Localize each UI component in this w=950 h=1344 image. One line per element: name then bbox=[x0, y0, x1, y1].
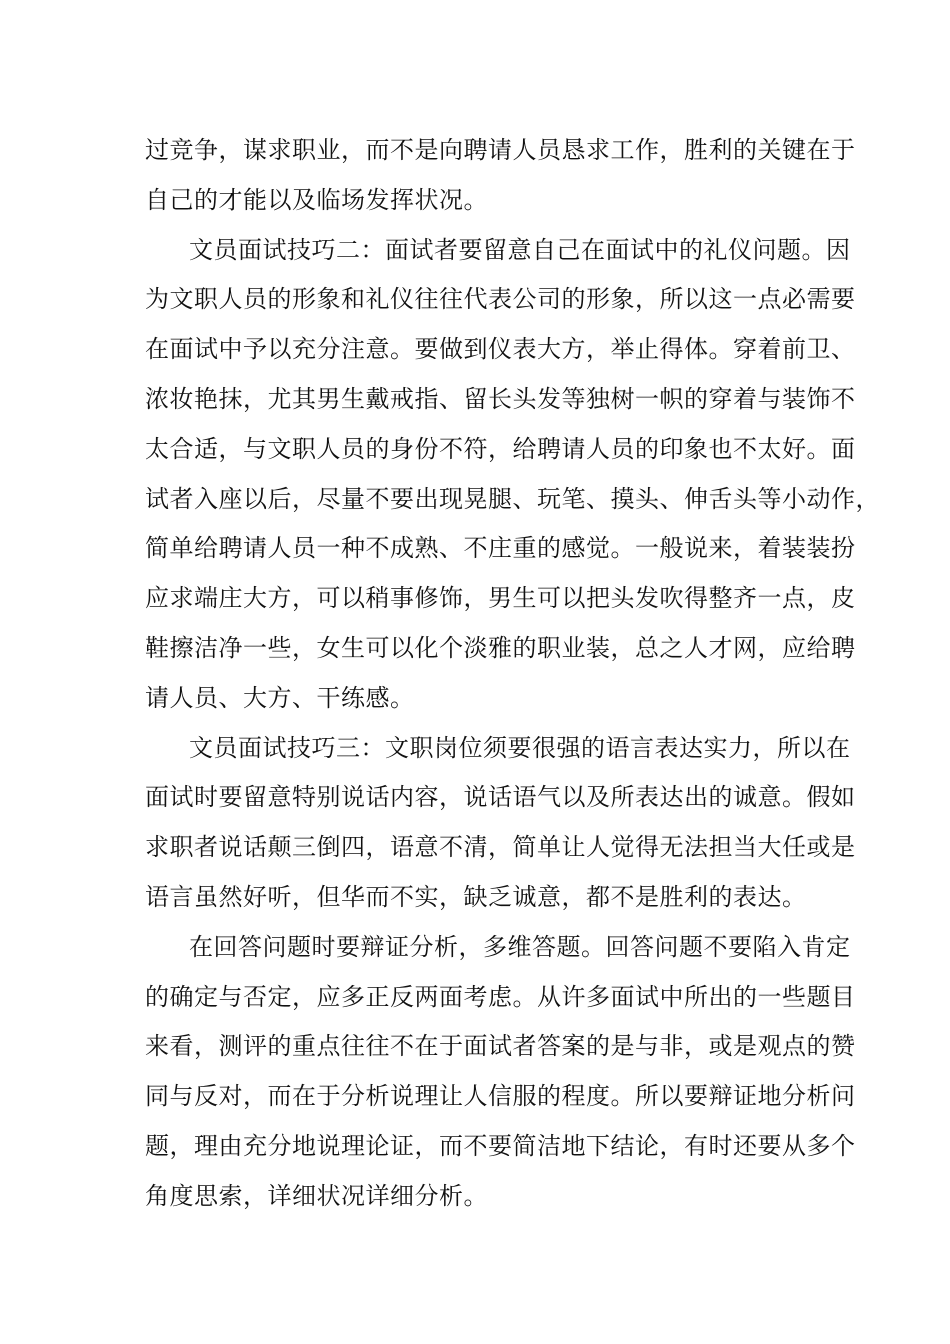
text-line: 面试时要留意特别说话内容，说话语气以及所表达出的诚意。假如 bbox=[145, 783, 856, 812]
text-line: 简单给聘请人员一种不成熟、不庄重的感觉。一般说来，着装装扮 bbox=[145, 534, 856, 563]
text-line: 的确定与否定，应多正反两面考虑。从许多面试中所出的一些题目 bbox=[145, 982, 856, 1011]
text-line: 太合适，与文职人员的身份不符，给聘请人员的印象也不太好。面 bbox=[145, 434, 856, 463]
text-line: 在回答问题时要辩证分析，多维答题。回答问题不要陷入肯定 bbox=[189, 932, 851, 961]
text-line: 文员面试技巧三：文职岗位须要很强的语言表达实力，所以在 bbox=[189, 733, 851, 762]
text-line: 浓妆艳抹，尤其男生戴戒指、留长头发等独树一帜的穿着与装饰不 bbox=[145, 384, 856, 413]
text-line: 求职者说话颠三倒四，语意不清，简单让人觉得无法担当大任或是 bbox=[145, 833, 856, 862]
document-body bbox=[145, 126, 880, 1222]
text-line: 应求端庄大方，可以稍事修饰，男生可以把头发吹得整齐一点，皮 bbox=[145, 584, 856, 613]
text-line: 鞋擦洁净一些，女生可以化个淡雅的职业装，总之人才网，应给聘 bbox=[145, 633, 856, 662]
text-line: 同与反对，而在于分析说理让人信服的程度。所以要辩证地分析问 bbox=[145, 1082, 856, 1111]
text-line: 自己的才能以及临场发挥状况。 bbox=[145, 185, 488, 214]
text-line: 角度思索，详细状况详细分析。 bbox=[145, 1181, 488, 1210]
text-line: 过竞争，谋求职业，而不是向聘请人员恳求工作，胜利的关键在于 bbox=[145, 136, 856, 164]
text-line: 题，理由充分地说理论证，而不要简洁地下结论，有时还要从多个 bbox=[145, 1131, 856, 1160]
text-line: 为文职人员的形象和礼仪往往代表公司的形象，所以这一点必需要 bbox=[145, 285, 856, 314]
text-line: 语言虽然好听，但华而不实，缺乏诚意，都不是胜利的表达。 bbox=[145, 882, 807, 911]
text-line: 文员面试技巧二：面试者要留意自己在面试中的礼仪问题。因 bbox=[189, 235, 851, 264]
text-line: 在面试中予以充分注意。要做到仪表大方，举止得体。穿着前卫、 bbox=[145, 335, 856, 364]
text-line: 来看，测评的重点往往不在于面试者答案的是与非，或是观点的赞 bbox=[145, 1032, 856, 1061]
text-line: 请人员、大方、干练感。 bbox=[145, 683, 415, 712]
text-line: 试者入座以后，尽量不要出现晃腿、玩笔、摸头、伸舌头等小动作， bbox=[145, 484, 880, 513]
